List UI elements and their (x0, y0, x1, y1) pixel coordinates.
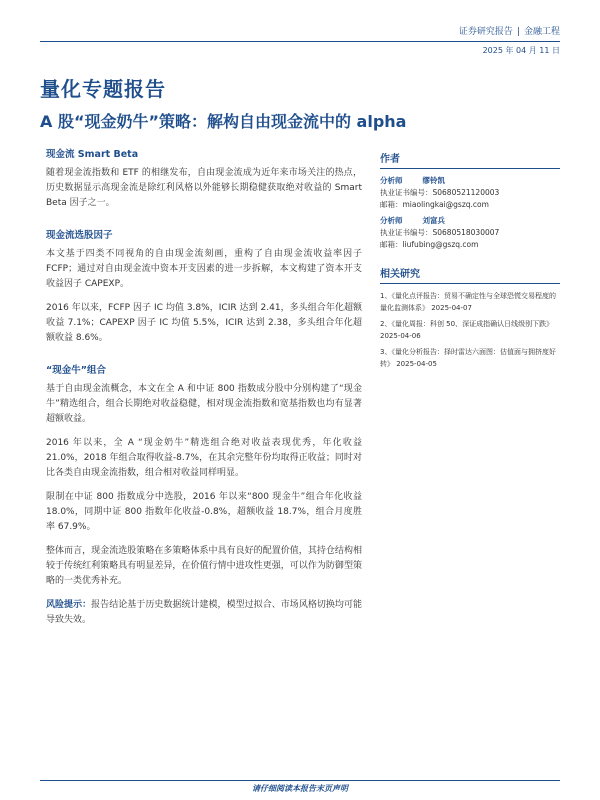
cert-number: S0680521120003 (432, 188, 500, 197)
analyst-role: 分析师 (380, 176, 403, 185)
report-category: 证券研究报告 | 金融工程 (458, 27, 560, 37)
report-header (458, 24, 560, 55)
paragraph: 2016 年以来，全 A “现金奶牛”精选组合绝对收益表现优秀，年化收益 21.0%，2018 年组合取得收益-8.7%，在其余完整年份均取得正收益；同时对比各类自由现金流指数，组合相对收益同样明显。 (46, 438, 362, 478)
paragraph: 基于自由现金流概念，本文在全 A 和中证 800 指数成分股中分别构建了“现金牛”精选组合，组合长期绝对收益稳健，相对现金流指数和宽基指数也均有显著超额收益。 (46, 384, 362, 424)
analyst-card (380, 215, 560, 251)
section-portfolio (46, 362, 362, 589)
analyst-card (380, 175, 560, 215)
cert-label: 执业证书编号： (380, 228, 433, 237)
paragraph: 限制在中证 800 指数成分中选股，2016 年以来“800 现金牛”组合年化收益 18.0%，同期中证 800 指数年化收益-0.8%，超额收益 18.7%，组合月度胜率 67.9%。 (46, 492, 362, 532)
email-link[interactable]: miaolingkai@gszq.com (402, 200, 489, 209)
analyst-role: 分析师 (380, 216, 403, 225)
section-heading: 现金流选股因子 (46, 230, 113, 241)
analyst-name: 刘富兵 (422, 216, 445, 225)
authors-heading: 作者 (380, 150, 560, 169)
paragraph: 本文基于四类不同视角的自由现金流刻画，重构了自由现金流收益率因子 FCFP；通过对自由现金流中资本开支因素的进一步拆解，本文构建了资本开支收益因子 CAPEXP。 (46, 249, 362, 289)
section-smart-beta (46, 146, 362, 211)
risk-label: 风险提示： (46, 600, 92, 610)
section-heading: 现金流 Smart Beta (46, 149, 139, 160)
risk-warning (46, 598, 362, 628)
cert-number: S0680518030007 (432, 228, 500, 237)
email-label: 邮箱： (380, 240, 403, 249)
email-link[interactable]: liufubing@gszq.com (402, 240, 479, 249)
footer-disclaimer: 请仔细阅读本报告末页声明 (252, 784, 348, 793)
email-label: 邮箱： (380, 200, 403, 209)
analyst-name: 缪铃凯 (422, 176, 445, 185)
header-divider (40, 41, 560, 42)
footer-divider (40, 780, 560, 781)
paragraph: 整体而言，现金流选股策略在多策略体系中具有良好的配置价值，其持仓结构相较于传统红利策略具有明显差异，在价值行情中进攻性更强，可以作为防御型策略的一类优秀补充。 (46, 546, 362, 586)
paragraph: 2016 年以来，FCFP 因子 IC 均值 3.8%，ICIR 达到 2.41，多头组合年化超额收益 7.1%；CAPEXP 因子 IC 均值 5.5%，ICIR 达到 2.38，多头组合年化超额收益 8.6%。 (46, 303, 362, 343)
risk-text: 报告结论基于历史数据统计建模，模型过拟合、市场风格切换均可能导致失效。 (46, 600, 362, 625)
related-item[interactable]: 2、《量化周报：科创 50、深证成指确认日线级别下跌》 2025-04-06 (380, 320, 554, 340)
related-item[interactable]: 3、《量化分析报告：择时雷达六面图：估值面与拥挤度好转》 2025-04-05 (380, 348, 556, 368)
sidebar (380, 150, 560, 374)
cert-label: 执业证书编号： (380, 188, 433, 197)
summary-column (46, 146, 362, 637)
related-item[interactable]: 1、《量化点评报告：贸易不确定性与全球恐慌交易程度的量化监测体系》 2025-04-07 (380, 292, 556, 312)
section-heading: “现金牛”组合 (46, 365, 106, 376)
report-title: A 股“现金奶牛”策略：解构自由现金流中的 alpha (40, 112, 407, 131)
related-heading: 相关研究 (380, 265, 560, 284)
report-date: 2025 年 04 月 11 日 (482, 46, 560, 55)
section-factors (46, 227, 362, 346)
related-research (380, 265, 560, 370)
report-type: 量化专题报告 (40, 77, 166, 101)
paragraph: 随着现金流指数和 ETF 的相继发布，自由现金流成为近年来市场关注的热点，历史数据显示高现金流是除红利风格以外能够长期稳健获取绝对收益的 Smart Beta 因子之一。 (46, 168, 362, 208)
